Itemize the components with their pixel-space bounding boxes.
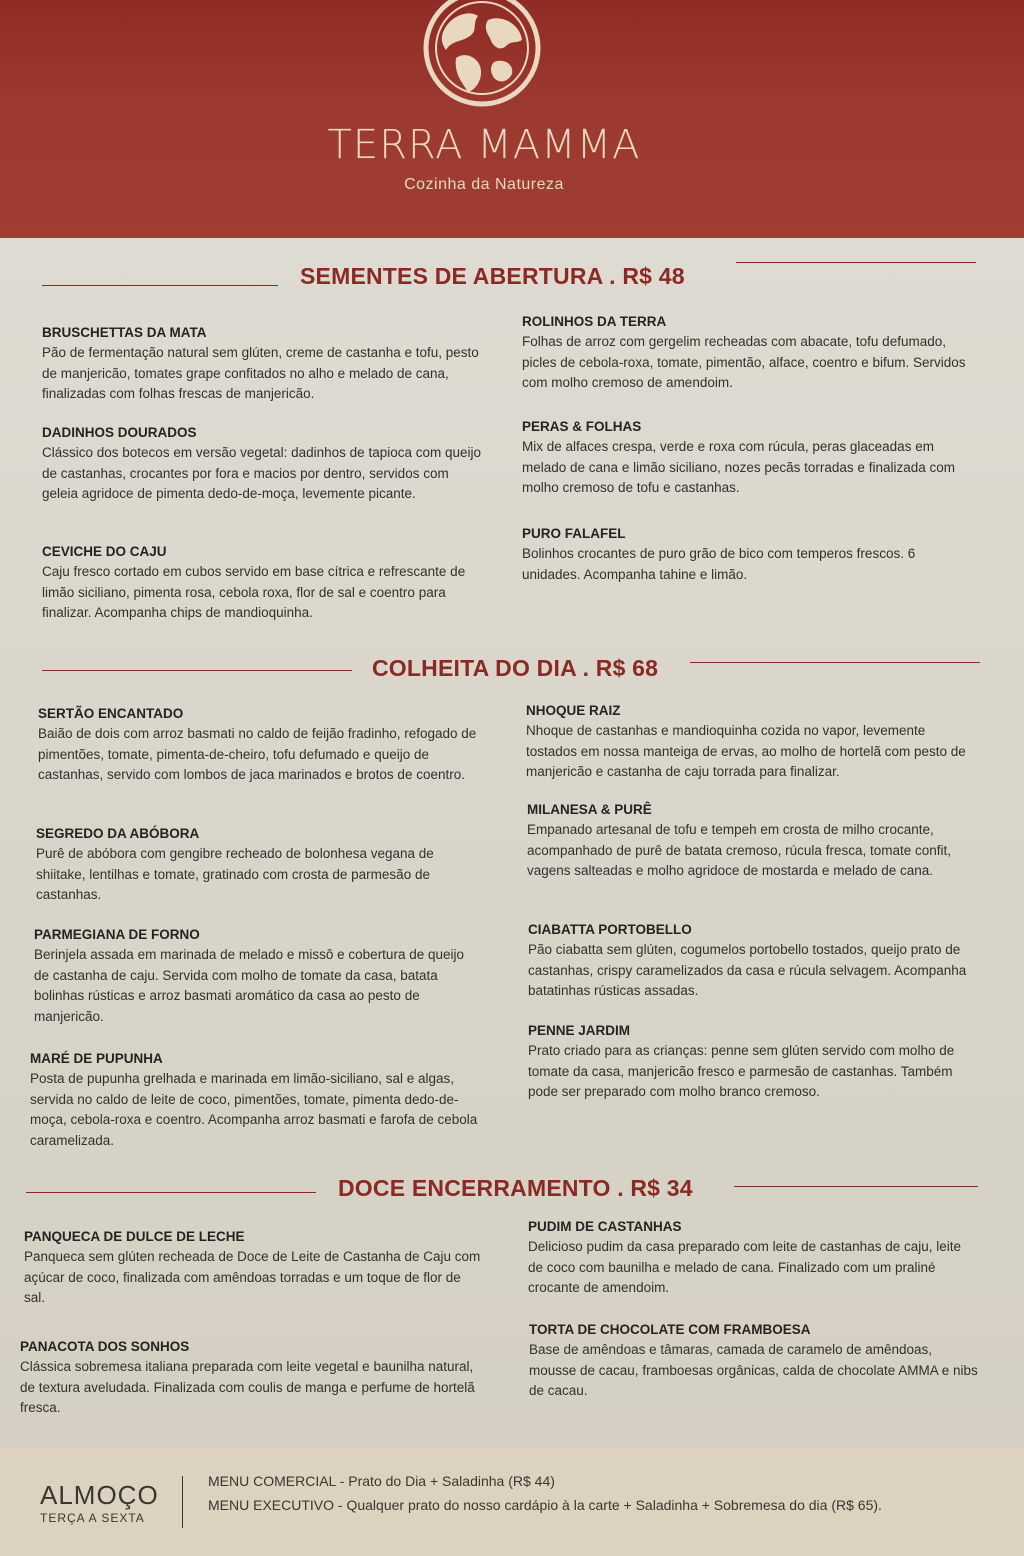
footer-divider [182,1476,183,1528]
menu-item [24,1229,482,1309]
item-name: SERTÃO ENCANTADO [38,706,184,721]
menu-item [20,1339,482,1419]
section-rule [734,1186,978,1187]
menu-item [34,927,482,1027]
menu-item [522,526,970,585]
section-rule [26,1192,316,1193]
item-name: CIABATTA PORTOBELLO [528,922,692,937]
item-name: PANQUECA DE DULCE DE LECHE [24,1229,245,1244]
item-name: DADINHOS DOURADOS [42,425,197,440]
menu-item [36,826,482,906]
item-name: NHOQUE RAIZ [526,703,621,718]
item-name: PENNE JARDIM [528,1023,631,1038]
lunch-days: TERÇA A SEXTA [40,1511,145,1525]
section-title-colheita: COLHEITA DO DIA . R$ 68 [372,655,659,681]
menu-item [42,325,482,405]
item-name: SEGREDO DA ABÓBORA [36,826,200,841]
menu-executivo-line: MENU EXECUTIVO - Qualquer prato do nosso cardápio à la carte + Saladinha + Sobremesa do dia (R$ 65). [208,1497,882,1513]
section-rule [42,670,352,671]
item-name: PURO FALAFEL [522,526,626,541]
item-name: PUDIM DE CASTANHAS [528,1219,682,1234]
section-rule [736,262,976,263]
item-description: Folhas de arroz com gergelim recheadas com abacate, tofu defumado, picles de cebola-roxa, tomate, pimentão, alface, coentro e bifum. Servidos com molho cremoso de amendoim. [522,334,966,390]
item-name: BRUSCHETTAS DA MATA [42,325,207,340]
section-title-doce: DOCE ENCERRAMENTO . R$ 34 [338,1175,693,1201]
item-name: ROLINHOS DA TERRA [522,314,667,329]
item-description: Caju fresco cortado em cubos servido em base cítrica e refrescante de limão siciliano, pimenta rosa, cebola roxa, flor de sal e coentro para finalizar. Acompanha chips de mandioquinha. [42,564,466,620]
item-description: Baião de dois com arroz basmati no caldo de feijão fradinho, refogado de pimentões, tomate, pimenta-de-cheiro, tofu defumado e queijo de castanhas, servido com lombos de jaca marinados e brotos de coentro. [38,726,477,782]
item-description: Purê de abóbora com gengibre recheado de bolonhesa vegana de shiitake, lentilhas e tomate, gratinado com crosta de parmesão de castanhas. [36,846,434,902]
item-description: Panqueca sem glúten recheada de Doce de Leite de Castanha de Caju com açúcar de coco, finalizada com amêndoas torradas e um toque de flor de sal. [24,1249,481,1305]
menu-item [528,922,974,1002]
item-name: TORTA DE CHOCOLATE COM FRAMBOESA [529,1322,811,1337]
item-description: Prato criado para as crianças: penne sem glúten servido com molho de tomate da casa, manjericão fresco e parmesão de castanhas. Também pode ser preparado com molho branco cremoso. [528,1043,955,1099]
item-description: Berinjela assada em marinada de melado e missô e cobertura de queijo de castanha de caju. Servida com molho de tomate da casa, batata bolinhas rústicas e arroz basmati aromático da casa ao pesto de manjericão. [34,947,464,1024]
item-name: PARMEGIANA DE FORNO [34,927,200,942]
item-description: Empanado artesanal de tofu e tempeh em crosta de milho crocante, acompanhado de purê de batata cremoso, rúcula fresca, tomate confit, vagens salteadas e molho agridoce de mostarda e melado de cana. [527,822,951,878]
item-description: Nhoque de castanhas e mandioquinha cozida no vapor, levemente tostados em nossa manteiga de ervas, ao molho de hortelã com pesto de manjericão e castanha de caju torrada para finalizar. [526,723,966,779]
item-name: MARÉ DE PUPUNHA [30,1051,163,1066]
menu-header [0,0,1024,238]
item-description: Pão de fermentação natural sem glúten, creme de castanha e tofu, pesto de manjericão, tomates grape confitados no alho e melado de cana, finalizadas com folhas frescas de manjericão. [42,345,479,401]
menu-item [42,544,482,624]
globe-logo-icon [422,0,542,112]
brand-tagline: Cozinha da Natureza [404,176,564,193]
menu-item [526,703,980,783]
item-description: Clássico dos botecos em versão vegetal: dadinhos de tapioca com queijo de castanhas, crocantes por fora e macios por dentro, servidos com geleia agridoce de pimenta dedo-de-moça, levemente picante. [42,445,482,501]
section-title-sementes: SEMENTES DE ABERTURA . R$ 48 [300,263,685,289]
menu-comercial-line: MENU COMERCIAL - Prato do Dia + Saladinha (R$ 44) [208,1473,555,1489]
item-description: Clássica sobremesa italiana preparada com leite vegetal e baunilha natural, de textura aveludada. Finalizada com coulis de manga e perfume de hortelã fresca. [20,1359,475,1415]
menu-item [528,1219,978,1299]
section-rule [42,285,278,286]
item-description: Posta de pupunha grelhada e marinada em limão-siciliano, sal e algas, servida no caldo de leite de coco, pimentões, tomate, pimenta dedo-de-moça, cebola-roxa e coentro. Acompanha arroz basmati e farofa de cebola caramelizada. [30,1071,478,1148]
item-description: Mix de alfaces crespa, verde e roxa com rúcula, peras glaceadas em melado de cana e limão siciliano, nozes pecãs torradas e finalizada com molho cremoso de tofu e castanhas. [522,439,955,495]
menu-item [30,1051,482,1151]
menu-item [522,314,970,394]
menu-item [38,706,482,786]
item-description: Base de amêndoas e tâmaras, camada de caramelo de amêndoas, mousse de cacau, framboesas orgânicas, calda de chocolate AMMA e nibs de cacau. [529,1342,978,1398]
lunch-title: ALMOÇO [40,1480,159,1510]
item-name: CEVICHE DO CAJU [42,544,167,559]
item-name: PANACOTA DOS SONHOS [20,1339,190,1354]
item-description: Delicioso pudim da casa preparado com leite de castanhas de caju, leite de coco com baunilha e melado de cana. Finalizado com um praliné crocante de amendoim. [528,1239,962,1295]
menu-item [42,425,482,505]
menu-item [527,802,981,882]
menu-item [528,1023,974,1103]
item-name: PERAS & FOLHAS [522,419,642,434]
brand-name: TERRA MAMMA [327,122,641,168]
item-name: MILANESA & PURÊ [527,802,652,817]
item-description: Pão ciabatta sem glúten, cogumelos portobello tostados, queijo prato de castanhas, crispy caramelizados da casa e rúcula selvagem. Acompanha batatinhas rústicas assadas. [528,942,967,998]
menu-item [522,419,970,499]
item-description: Bolinhos crocantes de puro grão de bico com temperos frescos. 6 unidades. Acompanha tahine e limão. [522,546,916,582]
section-rule [690,662,980,663]
menu-item [529,1322,979,1402]
